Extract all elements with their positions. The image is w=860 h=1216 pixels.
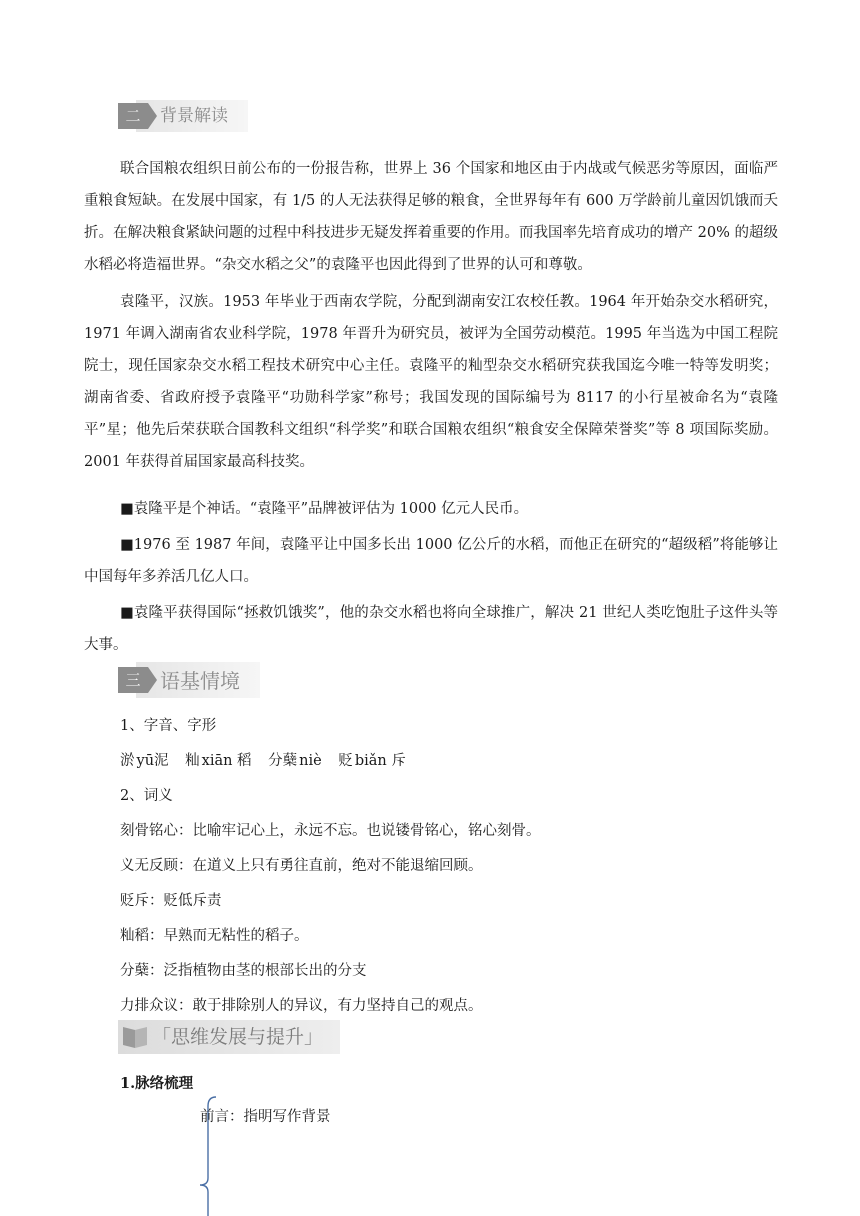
background-bullet-3: ■袁隆平获得国际“拯救饥饿奖”，他的杂交水稻也将向全球推广，解决 21 世纪人类吃饱肚子这件头等大事。 [84,605,778,653]
definition-item: 籼稻：早熟而无粘性的稻子。 [120,928,309,944]
definition-item: 刻骨铭心：比喻牢记心上，永远不忘。也说镂骨铭心，铭心刻骨。 [120,823,541,839]
section-header-language [118,662,268,698]
definition-item: 力排众议：敢于排除别人的异议，有力坚持自己的观点。 [120,998,483,1014]
background-paragraph-1: 联合国粮农组织日前公布的一份报告称，世界上 36 个国家和地区由于内战或气候恶劣等原因，面临严重粮食短缺。在发展中国家，有 1/5 的人无法获得足够的粮食，全世界每年有 600 万学龄前儿童因饥饿而夭折。在解决粮食紧缺问题的过程中科技进步无疑发挥着重要的作用。而我国率先培育成功的增产 20% 的超级水稻必将造福世界。“杂交水稻之父”的袁隆平也因此得到了世界的认可和尊敬。 [84,161,778,273]
definition-item: 义无反顾：在道义上只有勇往直前，绝对不能退缩回顾。 [120,858,483,874]
definition-item: 分蘖：泛指植物由茎的根部长出的分支 [120,963,367,979]
pron-pinyin: niè [299,753,322,769]
definition-item: 贬斥：贬低斥责 [120,893,222,909]
outline-branch: 前言：指明写作背景 [200,1109,331,1125]
pron-pinyin: xiān 稻 [201,753,252,769]
subheading-meaning: 2、词义 [120,788,173,804]
pronunciation-line [120,750,406,772]
section-header-thinking [118,1020,340,1054]
pron-char: 分蘖 [268,753,298,769]
pron-char: 籼 [185,753,200,769]
background-paragraph-2: 袁隆平，汉族。1953 年毕业于西南农学院，分配到湖南安江农校任教。1964 年开始杂交水稻研究，1971 年调入湖南省农业科学院，1978 年晋升为研究员，被评为全国劳动模范。1995 年当选为中国工程院院士，现任国家杂交水稻工程技术研究中心主任。袁隆平的籼型杂交水稻研究获我国迄今唯一特等发明奖；湖南省委、省政府授予袁隆平“功勋科学家”称号；我国发现的国际编号为 8117 的小行星被命名为“袁隆平”星；他先后荣获联合国教科文组织“科学奖”和联合国粮农组织“粮食安全保障荣誉奖”等 8 项国际奖励。2001 年获得首届国家最高科技奖。 [84,294,778,470]
section-title: 语基情境 [160,669,240,693]
pron-char: 贬 [338,753,353,769]
book-icon [120,1026,150,1048]
pron-pinyin: biǎn 斥 [354,753,406,769]
pron-char: 淤 [120,753,135,769]
background-bullet-1: ■袁隆平是个神话。“袁隆平”品牌被评估为 1000 亿元人民币。 [120,501,529,517]
section-header-background [118,100,258,136]
section-number-badge: 三 [118,667,148,693]
section-number-badge: 二 [118,103,148,129]
pron-pinyin: yū泥 [136,753,169,769]
background-bullet-2: ■1976 至 1987 年间，袁隆平让中国多长出 1000 亿公斤的水稻，而他正在研究的“超级稻”将能够让中国每年多养活几亿人口。 [84,537,778,585]
subheading-outline: 1.脉络梳理 [120,1075,194,1092]
subheading-pronunciation: 1、字音、字形 [120,718,217,734]
section-title: 「思维发展与提升」 [152,1026,324,1048]
section-title: 背景解读 [160,106,228,126]
